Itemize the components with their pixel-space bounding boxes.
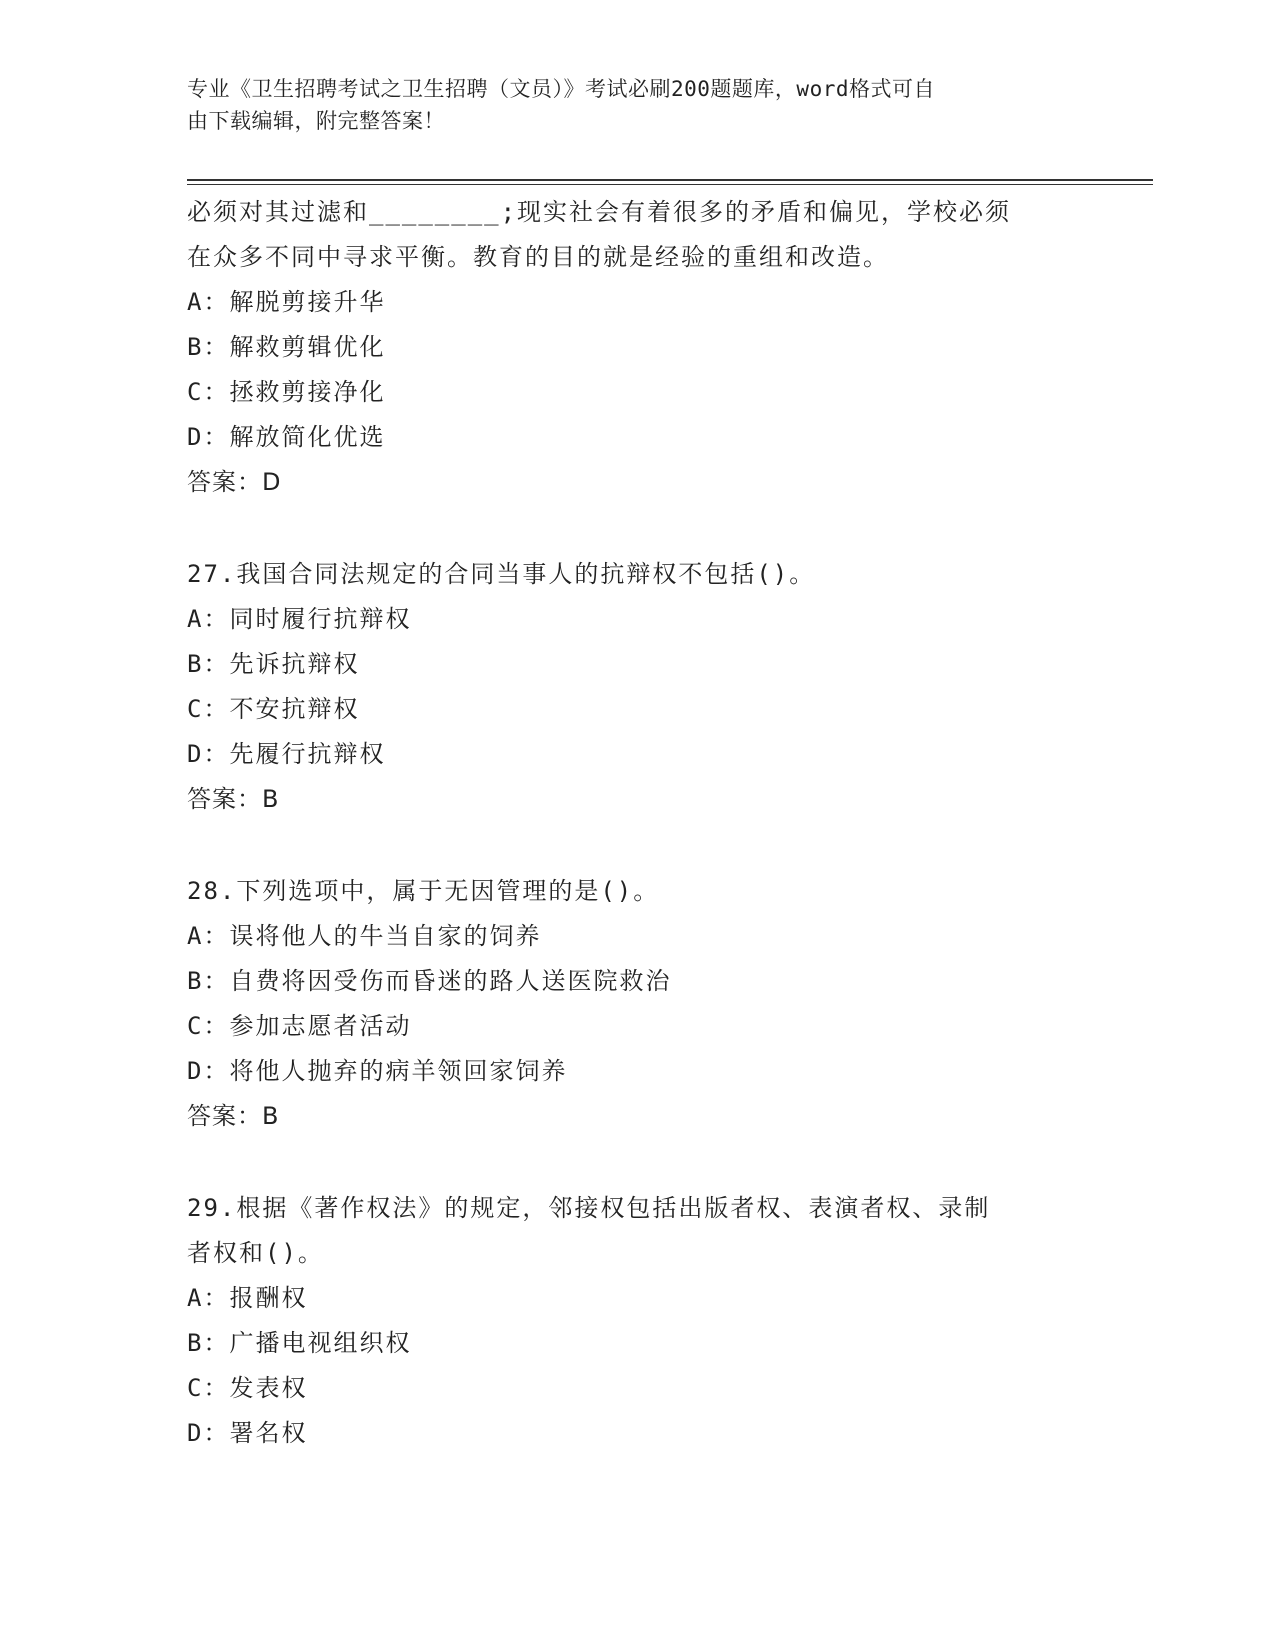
question-list [187,190,1087,1456]
header-line-2: 由下载编辑，附完整答案！ [187,109,445,133]
q27-option-c: C：不安抗辩权 [187,695,360,723]
header-line-1: 专业《卫生招聘考试之卫生招聘（文员）》考试必刷200题题库，word格式可自 [187,77,935,101]
q29-question-line-1: 29.根据《著作权法》的规定，邻接权包括出版者权、表演者权、录制 [187,1194,991,1222]
intro-line-2: 在众多不同中寻求平衡。教育的目的就是经验的重组和改造。 [187,243,889,271]
q28-option-c: C：参加志愿者活动 [187,1012,412,1040]
q28-question: 28.下列选项中，属于无因管理的是()。 [187,877,660,905]
header-divider-thin [187,184,1153,185]
q29-option-d: D：署名权 [187,1419,308,1447]
header-divider-thick [187,179,1153,181]
q29-option-c: C：发表权 [187,1374,308,1402]
q26-option-c: C：拯救剪接净化 [187,378,386,406]
q29-option-a: A：报酬权 [187,1284,308,1312]
q27-option-a: A：同时履行抗辩权 [187,605,412,633]
q26-answer: 答案：D [187,468,282,496]
q27-option-d: D：先履行抗辩权 [187,740,386,768]
intro-line-1: 必须对其过滤和________;现实社会有着很多的矛盾和偏见，学校必须 [187,198,1012,226]
q26-option-a: A：解脱剪接升华 [187,288,386,316]
q26-option-b: B：解救剪辑优化 [187,333,386,361]
q28-answer: 答案：B [187,1102,280,1130]
q26-option-d: D：解放简化优选 [187,423,386,451]
q28-option-a: A：误将他人的牛当自家的饲养 [187,922,542,950]
q28-option-d: D：将他人抛弃的病羊领回家饲养 [187,1057,568,1085]
q27-question: 27.我国合同法规定的合同当事人的抗辩权不包括()。 [187,560,816,588]
q29-option-b: B：广播电视组织权 [187,1329,412,1357]
document-header [187,73,1067,137]
q28-option-b: B：自费将因受伤而昏迷的路人送医院救治 [187,967,672,995]
q27-option-b: B：先诉抗辩权 [187,650,360,678]
q29-question-line-2: 者权和()。 [187,1239,324,1267]
q27-answer: 答案：B [187,785,280,813]
